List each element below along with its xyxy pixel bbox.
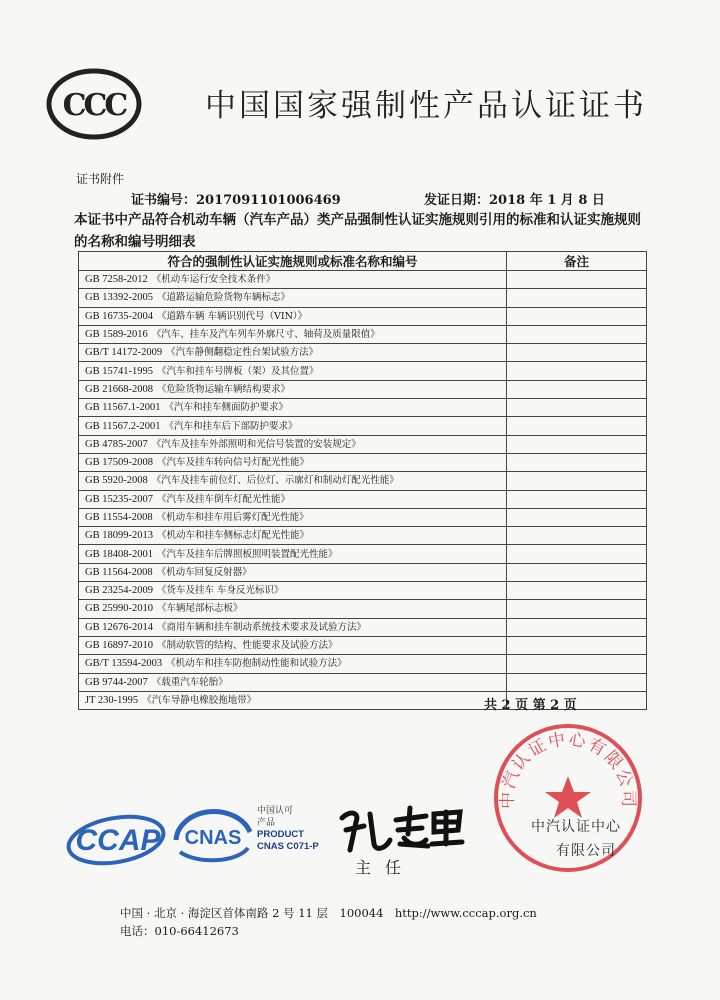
standard-cell xyxy=(79,307,507,325)
standard-code: GB 16897-2010 xyxy=(85,640,153,652)
standard-cell xyxy=(79,399,507,417)
standard-code: GB 12676-2014 xyxy=(85,621,153,633)
table-row xyxy=(79,380,647,398)
cnas-text-block xyxy=(257,806,319,852)
standard-name: 《汽车和挂车号牌板（架）及其位置》 xyxy=(156,365,319,377)
standard-code: GB/T 13594-2003 xyxy=(85,658,163,670)
note-cell xyxy=(507,399,647,417)
standard-cell xyxy=(79,508,507,526)
seal-ring-text: 中汽认证中心有限公司 xyxy=(497,729,639,810)
standard-cell xyxy=(79,325,507,343)
ccc-logo-icon xyxy=(46,68,142,140)
table-row xyxy=(79,600,647,618)
standard-name: 《汽车和挂车侧面防护要求》 xyxy=(164,402,288,414)
seal-inner-name: 中汽认证中心 xyxy=(531,819,621,835)
table-row xyxy=(79,271,647,289)
standard-name: 《道路车辆 车辆识别代号（VIN）》 xyxy=(156,310,308,322)
table-row xyxy=(79,453,647,471)
standard-cell xyxy=(79,435,507,453)
note-cell xyxy=(507,673,647,691)
table-row xyxy=(79,673,647,691)
table-row xyxy=(79,563,647,581)
table-row xyxy=(79,527,647,545)
table-row xyxy=(79,362,647,380)
standard-name: 《机动车和挂车用后雾灯配光性能》 xyxy=(156,512,309,523)
standard-name: 《汽车及挂车后牌照板照明装置配光性能》 xyxy=(156,548,338,560)
note-cell xyxy=(507,380,647,398)
table-row xyxy=(79,325,647,343)
note-cell xyxy=(507,508,647,526)
seal-inner-sub: 有限公司 xyxy=(556,843,616,859)
table-row xyxy=(79,508,647,526)
note-cell xyxy=(507,636,647,654)
cnas-cn-label-2: 产品 xyxy=(257,817,276,828)
standard-cell xyxy=(79,527,507,545)
standard-name: 《机动车运行安全技术条件》 xyxy=(151,274,276,286)
table-row xyxy=(79,655,647,673)
standard-cell xyxy=(79,453,507,471)
footer-address: 中国 · 北京 · 海淀区首体南路 2 号 11 层 100044 http://www.cccap.org.cn xyxy=(120,906,537,920)
svg-text:CCC: CCC xyxy=(62,88,126,123)
standard-name: 《汽车和挂车后下部防护要求》 xyxy=(164,420,298,432)
standard-name: 《危险货物运输车辆结构要求》 xyxy=(156,383,290,395)
standard-name: 《汽车及挂车倒车灯配光性能》 xyxy=(156,493,290,505)
standard-code: GB 11567.1-2001 xyxy=(85,402,161,414)
standard-cell xyxy=(79,344,507,362)
note-cell xyxy=(507,453,647,471)
attachment-label: 证书附件 xyxy=(76,172,125,186)
standard-name: 《货车及挂车 车身反光标识》 xyxy=(156,585,284,597)
page-count: 共 2 页 第 2 页 xyxy=(484,698,577,713)
standard-code: GB 15741-1995 xyxy=(85,365,153,377)
note-cell xyxy=(507,289,647,307)
standard-cell xyxy=(79,490,507,508)
standard-cell xyxy=(79,362,507,380)
standard-code: GB 13392-2005 xyxy=(85,292,153,304)
note-cell xyxy=(507,362,647,380)
standard-name: 《汽车静侧翻稳定性台架试验方法》 xyxy=(166,347,319,359)
cnas-cn-label: 中国认可 xyxy=(257,806,294,816)
standard-code: GB 15235-2007 xyxy=(85,493,153,505)
standard-code: GB 11554-2008 xyxy=(85,512,153,523)
standard-cell xyxy=(79,271,507,289)
cnas-product-label: PRODUCT xyxy=(257,829,304,840)
svg-text:CCAP: CCAP xyxy=(75,824,161,857)
note-cell xyxy=(507,435,647,453)
standard-code: GB 25990-2010 xyxy=(85,603,153,615)
standard-code: GB 11567.2-2001 xyxy=(85,420,161,432)
standard-cell xyxy=(79,636,507,654)
table-row xyxy=(79,472,647,490)
note-cell xyxy=(507,655,647,673)
table-header-row xyxy=(79,252,647,271)
standard-code: GB 23254-2009 xyxy=(85,585,153,597)
table-row xyxy=(79,582,647,600)
standard-cell xyxy=(79,380,507,398)
table-row xyxy=(79,545,647,563)
table-header-main: 符合的强制性认证实施规则或标准名称和编号 xyxy=(79,252,507,271)
standard-cell xyxy=(79,417,507,435)
standard-cell xyxy=(79,289,507,307)
signature-icon xyxy=(330,800,470,860)
table-row xyxy=(79,307,647,325)
standard-name: 《汽车、挂车及汽车列车外廓尺寸、轴荷及质量限值》 xyxy=(151,329,380,341)
standard-name: 《汽车及挂车转向信号灯配光性能》 xyxy=(156,457,309,469)
standard-cell xyxy=(79,545,507,563)
standard-code: GB 5920-2008 xyxy=(85,475,148,487)
note-cell xyxy=(507,417,647,435)
table-row xyxy=(79,636,647,654)
note-cell xyxy=(507,545,647,563)
standard-code: GB 1589-2016 xyxy=(85,329,148,341)
standard-code: GB 11564-2008 xyxy=(85,566,153,578)
standard-code: JT 230-1995 xyxy=(85,694,139,706)
standard-code: GB 18099-2013 xyxy=(85,530,153,542)
table-row xyxy=(79,490,647,508)
standard-code: GB 16735-2004 xyxy=(85,310,153,322)
table-row xyxy=(79,618,647,636)
standard-cell xyxy=(79,582,507,600)
standard-name: 《制动软管的结构、性能要求及试验方法》 xyxy=(156,640,338,652)
standard-code: GB 21668-2008 xyxy=(85,383,153,395)
standard-name: 《载重汽车轮胎》 xyxy=(151,676,228,688)
note-cell xyxy=(507,344,647,362)
table-row xyxy=(79,289,647,307)
note-cell xyxy=(507,527,647,545)
note-cell xyxy=(507,307,647,325)
cnas-logo-icon xyxy=(168,802,258,868)
standard-name: 《商用车辆和挂车制动系统技术要求及试验方法》 xyxy=(156,621,366,633)
svg-text:CNAS: CNAS xyxy=(184,827,242,849)
cnas-code-label: CNAS C071-P xyxy=(257,840,319,852)
standard-name: 《道路运输危险货物车辆标志》 xyxy=(156,292,290,304)
standard-name: 《机动车和挂车防抱制动性能和试验方法》 xyxy=(166,658,347,670)
note-cell xyxy=(507,325,647,343)
note-cell xyxy=(507,271,647,289)
standard-code: GB/T 14172-2009 xyxy=(85,347,163,359)
table-row xyxy=(79,417,647,435)
ccap-logo-icon xyxy=(64,808,172,872)
table-header-note: 备注 xyxy=(507,252,647,271)
standard-code: GB 17509-2008 xyxy=(85,457,153,469)
standard-cell xyxy=(79,600,507,618)
note-cell xyxy=(507,618,647,636)
standards-table xyxy=(78,251,647,710)
standard-code: GB 18408-2001 xyxy=(85,548,153,560)
standard-name: 《机动车和挂车侧标志灯配光性能》 xyxy=(156,530,309,542)
issue-date: 发证日期：2018 年 1 月 8 日 xyxy=(424,193,605,208)
standard-name: 《汽车导静电橡胶拖地带》 xyxy=(142,694,257,706)
document-title: 中国国家强制性产品认证证书 xyxy=(205,88,647,124)
standard-cell xyxy=(79,563,507,581)
certificate-number: 证书编号：2017091101006469 xyxy=(131,193,341,208)
standard-name: 《汽车及挂车外部照明和光信号装置的安装规定》 xyxy=(151,438,361,450)
note-cell xyxy=(507,582,647,600)
standard-cell xyxy=(79,472,507,490)
footer-phone: 电话：010-66412673 xyxy=(120,924,239,938)
director-title: 主任 xyxy=(355,858,416,877)
note-cell xyxy=(507,472,647,490)
standard-name: 《车辆尾部标志板》 xyxy=(156,603,243,615)
standard-cell xyxy=(79,673,507,691)
note-cell xyxy=(507,490,647,508)
table-row xyxy=(79,435,647,453)
standard-cell xyxy=(79,655,507,673)
standard-code: GB 7258-2012 xyxy=(85,274,148,286)
table-row xyxy=(79,344,647,362)
standard-name: 《机动车回复反射器》 xyxy=(156,566,252,578)
note-cell xyxy=(507,600,647,618)
intro-text: 本证书中产品符合机动车辆（汽车产品）类产品强制性认证实施规则引用的标准和认证实施规则的名称和编号明细表 xyxy=(74,212,641,250)
standard-code: GB 4785-2007 xyxy=(85,438,148,450)
table-row xyxy=(79,399,647,417)
standard-code: GB 9744-2007 xyxy=(85,676,148,688)
note-cell xyxy=(507,563,647,581)
standard-cell xyxy=(79,691,507,709)
standard-name: 《汽车及挂车前位灯、后位灯、示廓灯和制动灯配光性能》 xyxy=(151,475,399,487)
standard-cell xyxy=(79,618,507,636)
